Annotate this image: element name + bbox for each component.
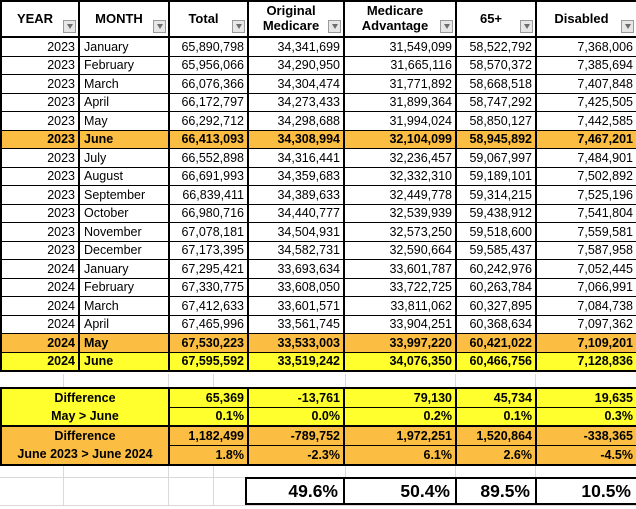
summary-value-cell[interactable]: 0.1% [169,407,248,426]
header-cell-original-medicare[interactable] [248,1,344,37]
original-cell[interactable]: 34,359,683 [248,167,344,186]
header-cell-total[interactable] [169,1,248,37]
advantage-cell[interactable]: 32,573,250 [344,223,456,242]
month-cell[interactable]: February [79,278,169,297]
month-cell[interactable]: April [79,93,169,112]
year-cell[interactable]: 2023 [1,75,79,94]
year-cell[interactable]: 2023 [1,56,79,75]
share-total-cell[interactable]: 10.5% [535,479,636,503]
table-header [1,1,636,37]
disabled-cell[interactable]: 7,467,201 [536,130,636,149]
share-total-cell[interactable]: 49.6% [288,480,338,501]
year-cell[interactable]: 2023 [1,93,79,112]
advantage-cell[interactable]: 32,590,664 [344,241,456,260]
total-cell[interactable]: 66,691,993 [169,167,248,186]
month-cell[interactable]: May [79,334,169,353]
senior-cell[interactable]: 59,438,912 [456,204,536,223]
filter-dropdown-icon[interactable] [153,20,166,33]
year-cell[interactable]: 2024 [1,260,79,279]
senior-cell[interactable]: 59,585,437 [456,241,536,260]
column-label: 65+ [479,10,503,26]
table-row [1,75,636,94]
total-cell[interactable]: 67,465,996 [169,315,248,334]
advantage-cell[interactable]: 33,722,725 [344,278,456,297]
advantage-cell[interactable]: 32,236,457 [344,149,456,168]
header-cell-medicare-advantage[interactable] [344,1,456,37]
summary-value-cell[interactable]: 0.2% [344,407,456,426]
month-cell[interactable]: October [79,204,169,223]
disabled-cell[interactable]: 7,541,804 [536,204,636,223]
table-row [1,223,636,242]
month-cell[interactable]: June [79,352,169,371]
header-cell-month[interactable] [79,1,169,37]
header-cell-disabled[interactable] [536,1,636,37]
senior-cell[interactable]: 60,368,634 [456,315,536,334]
advantage-cell[interactable]: 32,332,310 [344,167,456,186]
summary-value-cell[interactable]: 6.1% [344,445,456,464]
summary-label: May > June [51,409,119,424]
gridline [63,464,64,477]
original-cell[interactable]: 34,298,688 [248,112,344,131]
share-totals-row [245,477,636,505]
month-cell[interactable]: March [79,297,169,316]
senior-cell[interactable]: 60,242,976 [456,260,536,279]
summary-value-cell[interactable]: 1.8% [169,445,248,464]
gridline [213,478,214,505]
month-cell[interactable]: February [79,56,169,75]
summary-value-cell[interactable]: -789,752 [248,426,344,445]
summary-row [1,426,636,445]
summary-label: Difference [54,391,116,405]
summary-value-cell[interactable]: 1,182,499 [169,426,248,445]
table-row [1,315,636,334]
advantage-cell[interactable]: 32,449,778 [344,186,456,205]
disabled-cell[interactable]: 7,368,006 [536,37,636,56]
column-label: Disabled [554,10,609,26]
senior-cell[interactable]: 58,668,518 [456,75,536,94]
header-cell-65[interactable] [456,1,536,37]
gridline [345,374,346,387]
chevron-down-icon [332,24,338,29]
summary-row [1,388,636,407]
chevron-down-icon [157,24,163,29]
original-cell[interactable]: 34,389,633 [248,186,344,205]
original-cell[interactable]: 33,533,003 [248,334,344,353]
year-cell[interactable]: 2023 [1,130,79,149]
chevron-down-icon [444,24,450,29]
month-cell[interactable]: March [79,75,169,94]
month-cell[interactable]: September [79,186,169,205]
table-row [1,278,636,297]
table-row [1,186,636,205]
total-cell[interactable]: 67,530,223 [169,334,248,353]
chevron-down-icon [625,24,631,29]
total-cell[interactable]: 66,292,712 [169,112,248,131]
summary-value-cell[interactable]: 1,972,251 [344,426,456,445]
table-row [1,149,636,168]
summary-value-cell[interactable]: 0.0% [248,407,344,426]
total-cell[interactable]: 65,890,798 [169,37,248,56]
original-cell[interactable]: 34,304,474 [248,75,344,94]
year-cell[interactable]: 2024 [1,334,79,353]
senior-cell[interactable]: 59,067,997 [456,149,536,168]
year-cell[interactable]: 2023 [1,223,79,242]
senior-cell[interactable]: 60,327,895 [456,297,536,316]
original-cell[interactable]: 34,504,931 [248,223,344,242]
advantage-cell[interactable]: 31,771,892 [344,75,456,94]
year-cell[interactable]: 2023 [1,149,79,168]
advantage-cell[interactable]: 31,549,099 [344,37,456,56]
total-cell[interactable]: 67,078,181 [169,223,248,242]
disabled-cell[interactable]: 7,425,505 [536,93,636,112]
total-cell[interactable]: 65,956,066 [169,56,248,75]
month-cell[interactable]: May [79,112,169,131]
column-label: Original Medicare [262,3,320,33]
table-row [1,204,636,223]
gridline [0,477,245,478]
advantage-cell[interactable]: 34,076,350 [344,352,456,371]
original-cell[interactable]: 34,273,433 [248,93,344,112]
header-cell-year[interactable] [1,1,79,37]
gridline [535,374,536,387]
year-cell[interactable]: 2024 [1,297,79,316]
filter-dropdown-icon[interactable] [440,20,453,33]
year-cell[interactable]: 2024 [1,278,79,297]
table-row [1,334,636,353]
table-row [1,167,636,186]
summary-value-cell[interactable]: 19,635 [536,388,636,407]
total-cell[interactable]: 67,173,395 [169,241,248,260]
filter-dropdown-icon[interactable] [232,20,245,33]
month-cell[interactable]: August [79,167,169,186]
original-cell[interactable]: 33,519,242 [248,352,344,371]
disabled-cell[interactable]: 7,385,694 [536,56,636,75]
filter-dropdown-icon[interactable] [63,20,76,33]
summary-value-cell[interactable]: 79,130 [344,388,456,407]
month-cell[interactable]: June [79,130,169,149]
total-cell[interactable]: 66,980,716 [169,204,248,223]
senior-cell[interactable]: 60,466,756 [456,352,536,371]
gridline [455,464,456,477]
original-cell[interactable]: 34,582,731 [248,241,344,260]
summary-value-cell[interactable]: 2.6% [456,445,536,464]
disabled-cell[interactable]: 7,484,901 [536,149,636,168]
filter-dropdown-icon[interactable] [621,20,634,33]
table-row [1,37,636,56]
share-total-cell[interactable]: 50.4% [343,479,455,503]
senior-cell[interactable]: 59,314,215 [456,186,536,205]
summary-value-cell[interactable]: -2.3% [248,445,344,464]
year-cell[interactable]: 2024 [1,315,79,334]
original-cell[interactable]: 33,608,050 [248,278,344,297]
summary-label: Difference [54,429,116,444]
advantage-cell[interactable]: 33,811,062 [344,297,456,316]
advantage-cell[interactable]: 32,104,099 [344,130,456,149]
advantage-cell[interactable]: 33,601,787 [344,260,456,279]
year-cell[interactable]: 2023 [1,112,79,131]
total-cell[interactable]: 66,076,366 [169,75,248,94]
summary-value-cell[interactable]: 0.3% [536,407,636,426]
table-row [1,241,636,260]
gridline [63,478,64,505]
senior-cell[interactable]: 59,189,101 [456,167,536,186]
gridline [213,374,214,387]
summary-value-cell[interactable]: 65,369 [169,388,248,407]
total-cell[interactable]: 67,595,592 [169,352,248,371]
disabled-cell[interactable]: 7,587,958 [536,241,636,260]
table-row [1,112,636,131]
filter-dropdown-icon[interactable] [328,20,341,33]
summary-value-cell[interactable]: -4.5% [536,445,636,464]
table-row [1,93,636,112]
total-cell[interactable]: 66,552,898 [169,149,248,168]
disabled-cell[interactable]: 7,559,581 [536,223,636,242]
year-cell[interactable]: 2023 [1,37,79,56]
advantage-cell[interactable]: 32,539,939 [344,204,456,223]
original-cell[interactable]: 33,561,745 [248,315,344,334]
summary-label: June 2023 > June 2024 [17,447,153,462]
summary-value-cell[interactable]: -13,761 [248,388,344,407]
disabled-cell[interactable]: 7,525,196 [536,186,636,205]
senior-cell[interactable]: 58,747,292 [456,93,536,112]
senior-cell[interactable]: 59,518,600 [456,223,536,242]
chevron-down-icon [524,24,530,29]
original-cell[interactable]: 33,601,571 [248,297,344,316]
disabled-cell[interactable]: 7,084,738 [536,297,636,316]
gridline [168,464,169,477]
table-row [1,260,636,279]
month-cell[interactable]: December [79,241,169,260]
disabled-cell[interactable]: 7,052,445 [536,260,636,279]
gridline [455,374,456,387]
senior-cell[interactable]: 58,522,792 [456,37,536,56]
summary-value-cell[interactable]: 45,734 [456,388,536,407]
total-cell[interactable]: 66,839,411 [169,186,248,205]
original-cell[interactable]: 34,341,699 [248,37,344,56]
month-cell[interactable]: January [79,260,169,279]
senior-cell[interactable]: 58,570,372 [456,56,536,75]
chevron-down-icon [67,24,73,29]
disabled-cell[interactable]: 7,442,585 [536,112,636,131]
original-cell[interactable]: 34,290,950 [248,56,344,75]
disabled-cell[interactable]: 7,109,201 [536,334,636,353]
senior-cell[interactable]: 60,421,022 [456,334,536,353]
original-cell[interactable]: 34,316,441 [248,149,344,168]
gridline [345,464,346,477]
original-cell[interactable]: 34,440,777 [248,204,344,223]
year-cell[interactable]: 2023 [1,204,79,223]
advantage-cell[interactable]: 31,994,024 [344,112,456,131]
summary-value-cell[interactable]: 0.1% [456,407,536,426]
gridline [213,464,214,477]
column-label: Total [188,10,219,26]
disabled-cell[interactable]: 7,066,991 [536,278,636,297]
disabled-cell[interactable]: 7,502,892 [536,167,636,186]
month-cell[interactable]: January [79,37,169,56]
total-cell[interactable]: 66,413,093 [169,130,248,149]
filter-dropdown-icon[interactable] [520,20,533,33]
disabled-cell[interactable]: 7,097,362 [536,315,636,334]
original-cell[interactable]: 33,693,634 [248,260,344,279]
year-cell[interactable]: 2023 [1,241,79,260]
gridline [0,505,636,506]
summary-label-cell[interactable] [1,388,169,426]
summary-value-cell[interactable]: -338,365 [536,426,636,445]
header-row [1,1,636,37]
total-cell[interactable]: 67,412,633 [169,297,248,316]
original-cell[interactable]: 34,308,994 [248,130,344,149]
gridline [63,374,64,387]
column-label: MONTH [95,10,143,26]
disabled-cell[interactable]: 7,128,836 [536,352,636,371]
disabled-cell[interactable]: 7,407,848 [536,75,636,94]
total-cell[interactable]: 67,330,775 [169,278,248,297]
month-cell[interactable]: April [79,315,169,334]
table-row [1,297,636,316]
month-cell[interactable]: July [79,149,169,168]
year-cell[interactable]: 2023 [1,186,79,205]
summary-label-cell[interactable] [1,426,169,464]
total-cell[interactable]: 67,295,421 [169,260,248,279]
gridline [535,464,536,477]
senior-cell[interactable]: 58,945,892 [456,130,536,149]
table-row [1,352,636,371]
month-cell[interactable]: November [79,223,169,242]
advantage-cell[interactable]: 31,899,364 [344,93,456,112]
summary-table [0,387,636,466]
advantage-cell[interactable]: 31,665,116 [344,56,456,75]
table-row [1,56,636,75]
year-cell[interactable]: 2024 [1,352,79,371]
share-total-cell[interactable]: 89.5% [455,479,535,503]
advantage-cell[interactable]: 33,997,220 [344,334,456,353]
year-cell[interactable]: 2023 [1,167,79,186]
advantage-cell[interactable]: 33,904,251 [344,315,456,334]
table-row [1,130,636,149]
senior-cell[interactable]: 58,850,127 [456,112,536,131]
senior-cell[interactable]: 60,263,784 [456,278,536,297]
column-label: Medicare Advantage [361,3,429,33]
gridline [168,374,169,387]
column-label: YEAR [16,10,54,26]
summary-value-cell[interactable]: 1,520,864 [456,426,536,445]
gridline [168,478,169,505]
total-cell[interactable]: 66,172,797 [169,93,248,112]
chevron-down-icon [236,24,242,29]
